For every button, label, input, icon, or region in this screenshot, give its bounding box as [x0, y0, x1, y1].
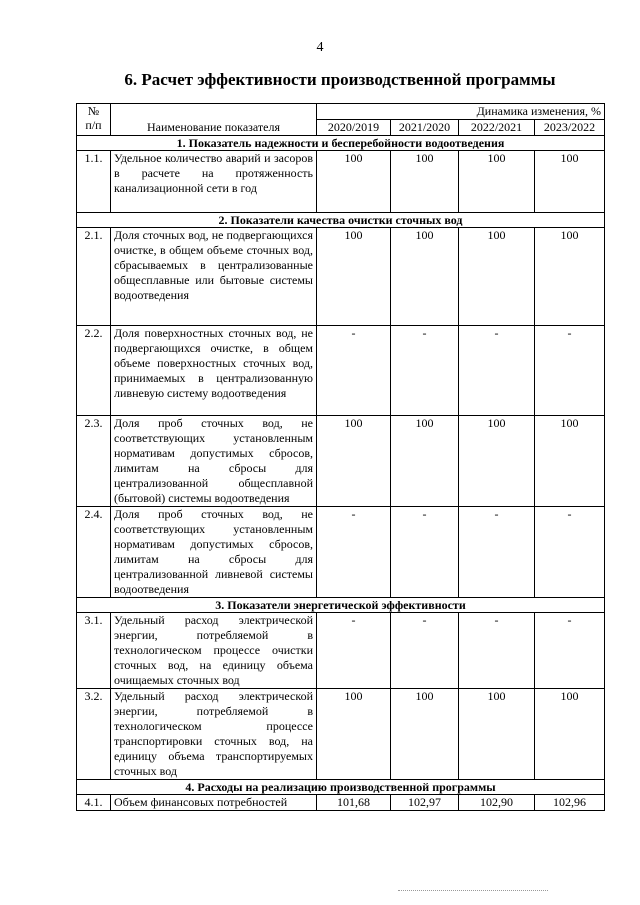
- section-header-row: [77, 780, 605, 795]
- header-year-2020-2019: 2020/2019: [317, 120, 391, 136]
- section-title: 2. Показатели качества очистки сточных вод: [77, 213, 605, 228]
- value-cell: 100: [459, 228, 535, 326]
- section-title: 4. Расходы на реализацию производственной программы: [77, 780, 605, 795]
- header-dynamics: Динамика изменения, %: [317, 104, 605, 120]
- value-cell: 100: [317, 151, 391, 213]
- value-cell: -: [459, 613, 535, 689]
- table-row: [77, 416, 605, 507]
- section-header-row: [77, 598, 605, 613]
- table-row: [77, 689, 605, 780]
- document-title: 6. Расчет эффективности производственной программы: [124, 70, 556, 89]
- table-row: [77, 228, 605, 326]
- value-cell: 100: [391, 416, 459, 507]
- row-number: 2.4.: [77, 507, 111, 598]
- value-cell: 100: [317, 689, 391, 780]
- header-year-2022-2021: 2022/2021: [459, 120, 535, 136]
- value-cell: 100: [535, 416, 605, 507]
- indicator-name: Доля сточных вод, не подвергающихся очистке, в общем объеме сточных вод, сбрасываемых в централизованные общесплавные или бытовые системы водоотведения: [111, 228, 317, 326]
- value-cell: -: [535, 326, 605, 416]
- value-cell: 100: [391, 689, 459, 780]
- header-indicator-name: Наименование показателя: [111, 104, 317, 136]
- header-number: [77, 104, 111, 136]
- value-cell: -: [317, 326, 391, 416]
- table-header: [77, 104, 605, 136]
- indicator-name: Удельный расход электрической энергии, потребляемой в технологическом процессе очистки сточных вод, на единицу объема очищаемых сточных вод: [111, 613, 317, 689]
- value-cell: 100: [535, 689, 605, 780]
- value-cell: 100: [391, 228, 459, 326]
- row-number: 1.1.: [77, 151, 111, 213]
- value-cell: 100: [391, 151, 459, 213]
- page-number: 4: [316, 40, 324, 55]
- indicator-name: Доля поверхностных сточных вод, не подвергающихся очистке, в общем объеме поверхностных сточных вод, принимаемых в централизованную ливневую систему водоотведения: [111, 326, 317, 416]
- value-cell: 100: [317, 228, 391, 326]
- section-header-row: [77, 136, 605, 151]
- value-cell: 102,97: [391, 795, 459, 811]
- header-number-line1: №: [87, 104, 100, 118]
- value-cell: -: [391, 507, 459, 598]
- value-cell: 100: [459, 416, 535, 507]
- row-number: 2.3.: [77, 416, 111, 507]
- table-row: [77, 151, 605, 213]
- section-header-row: [77, 213, 605, 228]
- indicator-name: Удельное количество аварий и засоров в расчете на протяженность канализационной сети в год: [111, 151, 317, 213]
- section-title: 3. Показатели энергетической эффективности: [77, 598, 605, 613]
- value-cell: 101,68: [317, 795, 391, 811]
- indicators-table: [76, 103, 605, 811]
- value-cell: -: [317, 613, 391, 689]
- footer-line: [398, 890, 548, 892]
- value-cell: 100: [317, 416, 391, 507]
- table-row: [77, 795, 605, 811]
- value-cell: -: [317, 507, 391, 598]
- value-cell: -: [459, 326, 535, 416]
- table-row: [77, 613, 605, 689]
- value-cell: 102,96: [535, 795, 605, 811]
- value-cell: -: [391, 326, 459, 416]
- value-cell: -: [391, 613, 459, 689]
- row-number: 3.1.: [77, 613, 111, 689]
- section-title: 1. Показатель надежности и бесперебойности водоотведения: [77, 136, 605, 151]
- table-row: [77, 326, 605, 416]
- value-cell: 100: [535, 151, 605, 213]
- row-number: 2.1.: [77, 228, 111, 326]
- row-number: 3.2.: [77, 689, 111, 780]
- header-year-2023-2022: 2023/2022: [535, 120, 605, 136]
- value-cell: -: [535, 507, 605, 598]
- indicator-name: Доля проб сточных вод, не соответствующих установленным нормативам допустимых сбросов, лимитам на сбросы для централизованной общесплавной (бытовой) системы водоотведения: [111, 416, 317, 507]
- value-cell: -: [535, 613, 605, 689]
- header-number-line2: п/п: [85, 118, 102, 132]
- row-number: 4.1.: [77, 795, 111, 811]
- row-number: 2.2.: [77, 326, 111, 416]
- value-cell: 100: [535, 228, 605, 326]
- indicator-name: Объем финансовых потребностей: [111, 795, 317, 811]
- table-row: [77, 507, 605, 598]
- value-cell: 100: [459, 689, 535, 780]
- value-cell: -: [459, 507, 535, 598]
- value-cell: 102,90: [459, 795, 535, 811]
- header-year-2021-2020: 2021/2020: [391, 120, 459, 136]
- value-cell: 100: [459, 151, 535, 213]
- indicator-name: Удельный расход электрической энергии, потребляемой в технологическом процессе транспортировки сточных вод, на единицу объема транспортируемых сточных вод: [111, 689, 317, 780]
- indicator-name: Доля проб сточных вод, не соответствующих установленным нормативам допустимых сбросов, лимитам на сбросы для централизованной ливневой системы водоотведения: [111, 507, 317, 598]
- table-body: [77, 136, 605, 811]
